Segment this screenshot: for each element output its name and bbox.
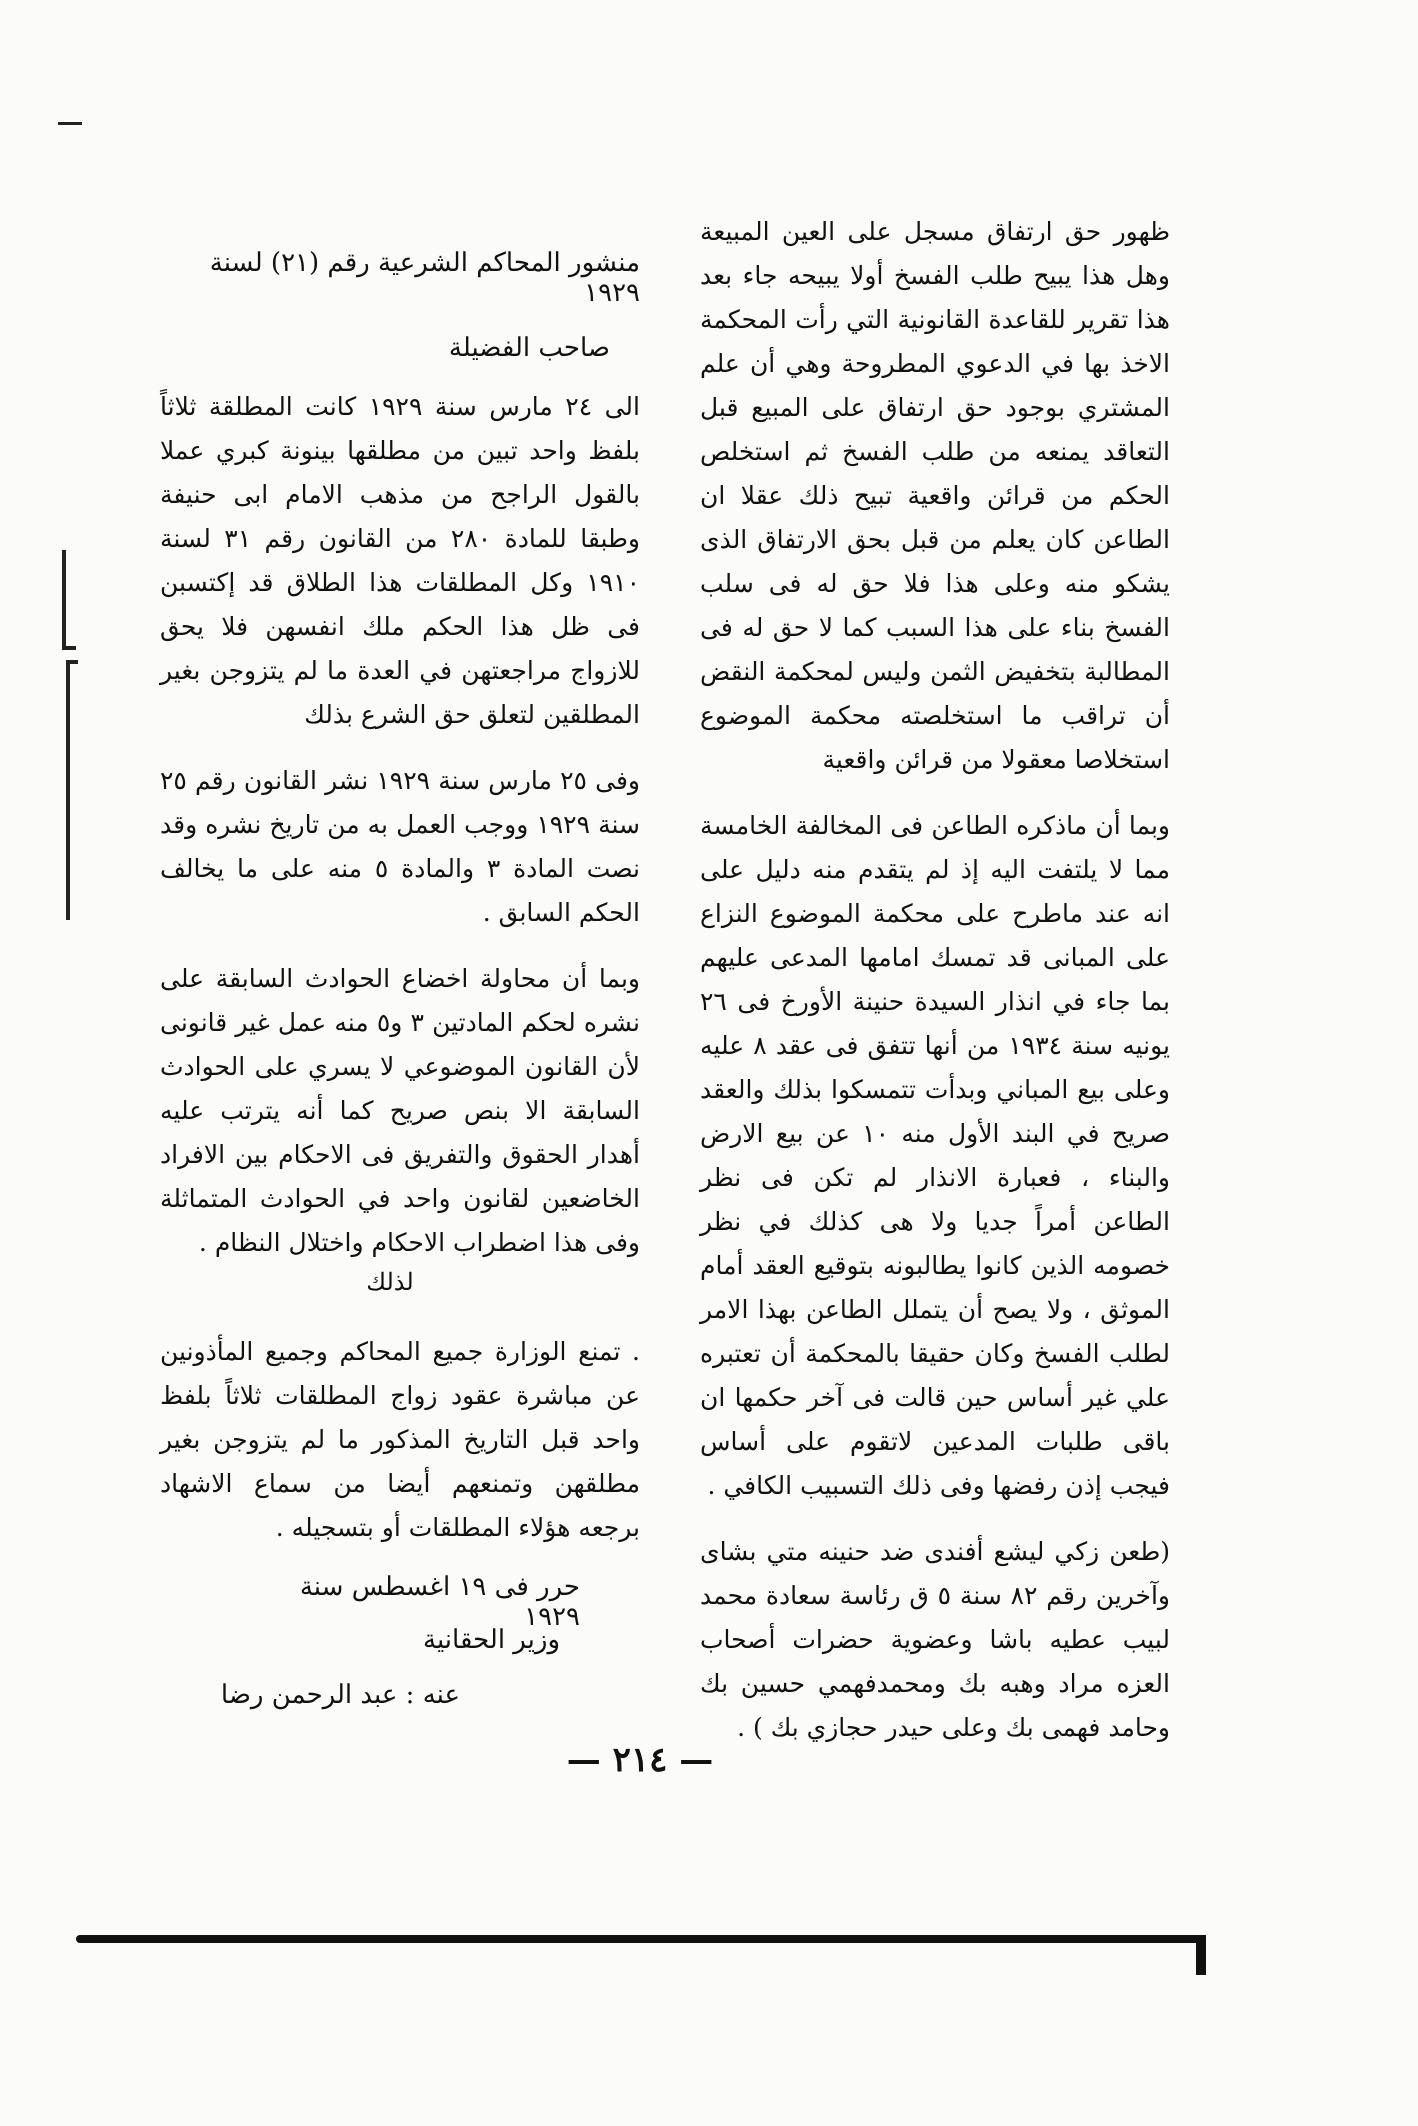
decree-title: منشور المحاكم الشرعية رقم (٢١) لسنة ١٩٢٩ <box>209 248 640 308</box>
minister-title: وزير الحقانية <box>423 1625 560 1655</box>
decision-paragraph: . تمنع الوزارة جميع المحاكم وجميع المأذونين عن مباشرة عقود زواج المطلقات ثلاثاً بلفظ واحد قبل التاريخ المذكور ما لم يتزوجن بغير مطلقهن وتمنعهم أيضا من سماع الاشهاد برجعه هؤلاء المطلقات أو بتسجيله . <box>160 1337 640 1542</box>
bottom-rule <box>76 1935 1204 1943</box>
decision-block <box>160 1330 640 1572</box>
case-citation: (طعن زكي ليشع أفندى ضد حنينه متي بشاى وآخرين رقم ٨٢ سنة ٥ ق رئاسة سعادة محمد لبيب عطيه باشا وعضوية حضرات أصحاب العزه مراد وهبه بك ومحمدفهمي حسين بك وحامد فهمى بك وعلى حيدر حجازي بك ) . <box>700 1537 1170 1742</box>
margin-bracket-1 <box>62 550 66 650</box>
left-paragraph-1: الى ٢٤ مارس سنة ١٩٢٩ كانت المطلقة ثلاثاً بلفظ واحد تبين من مطلقها بينونة كبري عملا بالقول الراجح من مذهب الامام ابى حنيفة وطبقا للمادة ٢٨٠ من القانون رقم ٣١ لسنة ١٩١٠ وكل المطلقات هذا الطلاق قد إكتسبن فى ظل هذا الحكم ملك انفسهن فلا يحق للازواج مراجعتهن في العدة ما لم يتزوجن بغير المطلقين لتعلق حق الشرع بذلك <box>160 392 640 729</box>
bottom-rule-hook <box>1196 1935 1206 1975</box>
margin-mark-top <box>58 122 82 125</box>
right-paragraph-2: وبما أن ماذكره الطاعن فى المخالفة الخامسة مما لا يلتفت اليه إذ لم يتقدم منه دليل على انه عند ماطرح على محكمة الموضوع النزاع على المبانى قد تمسك امامها المدعى عليهم بما جاء في انذار السيدة حنينة الأورخ فى ٢٦ يونيه سنة ١٩٣٤ من أنها تتفق فى عقد ٨ عليه وعلى بيع المباني وبدأت تتمسكوا بذلك والعقد صريح في البند الأول منه ١٠ عن بيع الارض والبناء ، فعبارة الانذار لم تكن فى نظر الطاعن أمراً جديا ولا هى كذلك في نظر خصومه الذين كانوا يطالبونه بتوقيع العقد أمام الموثق ، ولا يصح أن يتملل الطاعن بهذا الامر لطلب الفسخ وكان حقيقا بالمحكمة أن تعتبره علي غير أساس حين قالت فى آخر حكمها ان باقى طلبات المدعين لاتقوم على أساس فيجب إذن رفضها وفى ذلك التسبيب الكافي . <box>700 811 1170 1500</box>
margin-bracket-2-tick <box>66 660 78 664</box>
signature-line: عنه : عبد الرحمن رضا <box>220 1680 460 1710</box>
page-number: — ٢١٤ — <box>566 1740 714 1780</box>
left-paragraph-2: وفى ٢٥ مارس سنة ١٩٢٩ نشر القانون رقم ٢٥ سنة ١٩٢٩ ووجب العمل به من تاريخ نشره وقد نصت المادة ٣ والمادة ٥ منه على ما يخالف الحكم السابق . <box>160 766 640 927</box>
left-paragraph-3: وبما أن محاولة اخضاع الحوادث السابقة على نشره لحكم المادتين ٣ و٥ منه عمل غير قانونى لأن القانون الموضوعي لا يسري على الحوادث السابقة الا بنص صريح كما أنه يترتب عليه أهدار الحقوق والتفريق فى الاحكام بين الافراد الخاضعين لقانون واحد في الحوادث المتماثلة وفى هذا اضطراب الاحكام واختلال النظام . <box>160 964 640 1257</box>
right-column <box>700 210 1170 1772</box>
right-paragraph-1: ظهور حق ارتفاق مسجل على العين المبيعة وهل هذا يبيح طلب الفسخ أولا يبيحه جاء بعد هذا تقرير للقاعدة القانونية التي رأت المحكمة الاخذ بها في الدعوي المطروحة وهي أن علم المشتري بوجود حق ارتفاق على المبيع قبل التعاقد يمنعه من طلب الفسخ ثم استخلص الحكم من قرائن واقعية تبيح ذلك عقلا ان الطاعن كان يعلم من قبل بحق الارتفاق الذى يشكو منه وعلى هذا فلا حق له فى سلب الفسخ بناء على هذا السبب كما لا حق له فى المطالبة بتخفيض الثمن وليس لمحكمة النقض أن تراقب ما استخلصته محكمة الموضوع استخلاصا معقولا من قرائن واقعية <box>700 217 1170 774</box>
margin-bracket-1-tick <box>62 646 76 650</box>
therefore-heading: لذلك <box>366 1268 414 1296</box>
issue-date: حرر فى ١٩ اغسطس سنة ١٩٢٩ <box>299 1572 580 1632</box>
left-column <box>160 385 640 1287</box>
salutation: صاحب الفضيلة <box>448 333 610 363</box>
margin-bracket-2 <box>66 660 70 920</box>
